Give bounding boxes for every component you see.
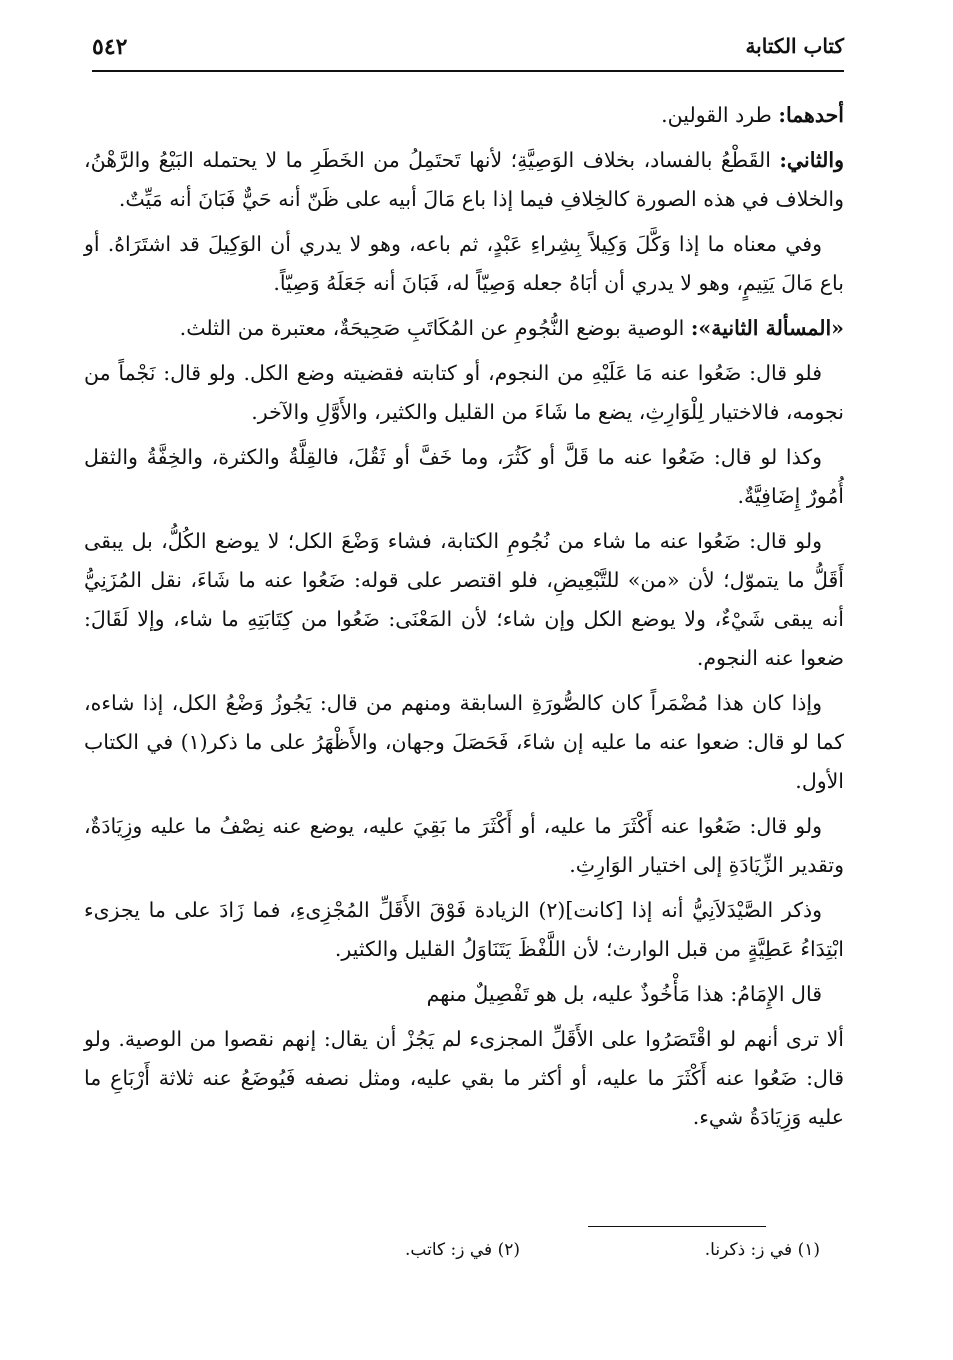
paragraph-text: طرد القولين. [661,103,779,127]
paragraph [84,96,844,135]
footnotes [260,1240,820,1270]
paragraph [84,225,844,303]
paragraph [84,684,844,801]
paragraph [84,354,844,432]
paragraph-text: وكذا لو قال: ضَعُوا عنه ما قَلَّ أو كَثُرَ، وما خَفَّ أو ثَقُلَ، فالقِلَّةُ والكثرة، والخِفَّةُ والثقل أُمُورٌ إِضَافِيَّةٌ. [84,445,844,508]
page-body [84,96,844,1143]
paragraph [84,309,844,348]
paragraph [84,891,844,969]
paragraph-text: وفي معناه ما إذا وَكَّلَ وَكِيلاً بِشِراءِ عَبْدٍ، ثم باعه، وهو لا يدري أن الوَكِيلَ قد اشتَرَاهُ. أو باع مَالَ يَتِيمٍ، وهو لا يدري أن أبَاهُ جعله وَصِيّاً له، فَبَانَ أنه جَعَلَهُ وَصِيّاً. [84,232,844,295]
page-header [92,30,844,72]
page-number: ٥٤٢ [92,34,128,60]
paragraph [84,975,844,1014]
paragraph [84,1020,844,1137]
paragraph [84,141,844,219]
paragraph-text: قال الإِمَامُ: هذا مَأْخُوذٌ عليه، بل هو تَفْصِيلٌ منهم [426,982,822,1006]
footnote-2: (٢) في ز: كاتب. [405,1240,520,1260]
paragraph-text: ولو قال: ضَعُوا عنه ما شاء من نُجُومِ الكتابة، فشاء وَضْعَ الكل؛ لا يوضع الكُلُّ، بل يبقى أَقَلُّ ما يتموّل؛ لأن «من» للتَّبْعِيضِ، فلو اقتصر على قوله: ضَعُوا عنه ما شَاءَ، نقل المُزَنِيُّ أنه يبقى شَيْءٌ، ولا يوضع الكل وإن شاء؛ لأن المَعْنَى: ضَعُوا من كِتَابَتِهِ ما شاء، وإلا لَقَالَ: ضعوا عنه النجوم. [84,529,844,670]
paragraph-lead: والثاني: [779,148,844,172]
paragraph-text: ولو قال: ضَعُوا عنه أَكْثَرَ ما عليه، أو أَكْثَرَ ما بَقِيَ عليه، يوضع عنه نِصْفُ ما عليه وزِيَادَةٌ، وتقدير الزِّيَادَةِ إلى اختيار الوَارِثِ. [84,814,844,877]
paragraph-text: القَطْعُ بالفساد، بخلاف الوَصِيَّةِ؛ لأنها تَحتَمِلُ من الخَطَرِ ما لا يحتمله البَيْعُ والرَّهْنُ، والخلاف في هذه الصورة كالخِلافِ فيما إذا باع مَالَ أبيه على ظَنّ أنه حَيٌّ فَبَانَ أنه مَيِّتٌ. [84,148,844,211]
paragraph-text: وذكر الصَّيْدَلاَنِيُّ أنه إذا [كانت](٢) الزيادة فَوْقَ الأَقَلِّ المُجْزِىءِ، فما زَادَ على ما يجزىء ابْتِدَاءُ عَطِيَّةٍ من قبل الوارث؛ لأن اللَّفْظَ يَتَنَاوَلُ القليل والكثير. [84,898,844,961]
paragraph-lead: «المسألة الثانية»: [690,316,844,340]
paragraph-text: ألا ترى أنهم لو اقْتَصَرُوا على الأَقَلِّ المجزىء لم يَجُزْ أن يقال: إنهم نقصوا من الوصية. ولو قال: ضَعُوا عنه أَكْثَرَ ما عليه، أو أكثر ما بقي عليه، ومثل نصفه فَيُوضَعُ عنه ثلاثة أَرْبَاعِ ما عليه وَزِيَادَةُ شيء. [84,1027,844,1129]
paragraph-lead: أحدهما: [778,103,844,127]
paragraph-text: وإذا كان هذا مُضْمَراً كان كالصُّورَةِ السابقة ومنهم من قال: يَجُوزُ وَضْعُ الكل، إذا شاءه، كما لو قال: ضعوا عنه ما عليه إن شاءَ، فَحَصَلَ وجهان، والأَظْهَرُ على ما ذكر(١) في الكتاب الأول. [84,691,844,793]
paragraph-text: فلو قال: ضَعُوا عنه مَا عَلَيْهِ من النجوم، أو كتابته فقضيته وضع الكل. ولو قال: نَجْماً من نجومه، فالاختيار لِلْوَارِثِ، يضع ما شَاءَ من القليل والكثير، والأَوَّلِ والآخر. [84,361,844,424]
footnote-divider [588,1226,766,1227]
paragraph [84,522,844,678]
paragraph [84,807,844,885]
paragraph [84,438,844,516]
running-title: كتاب الكتابة [745,34,844,58]
paragraph-text: الوصية بوضع النُّجُومِ عن المُكَاتَبِ صَحِيحَةٌ، معتبرة من الثلث. [179,316,691,340]
footnote-1: (١) في ز: ذكرنا. [704,1240,820,1260]
